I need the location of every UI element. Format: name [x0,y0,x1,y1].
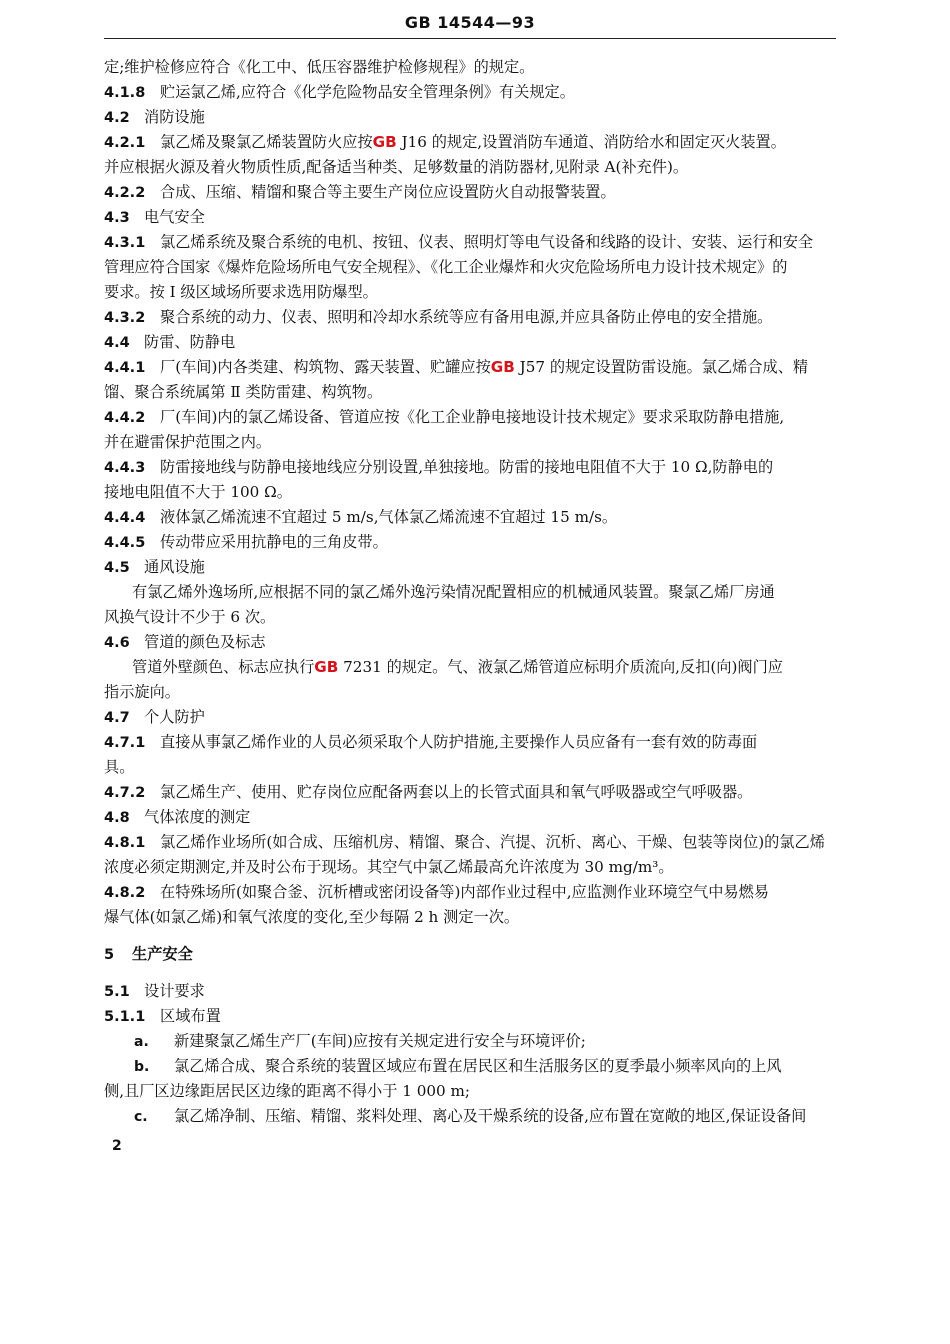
list-item-b: b. 氯乙烯合成、聚合系统的装置区域应布置在居民区和生活服务区的夏季最小频率风向的上风 [134,1057,782,1075]
clause-4-8-2: 4.8.2 在特殊场所(如聚合釜、沉析槽或密闭设备等)内部作业过程中,应监测作业环境空气中易燃易 [104,883,769,901]
spacer [104,967,836,979]
text-line: 风换气设计不少于 6 次。 [104,608,276,626]
section-4-4: 4.4 防雷、防静电 [104,333,236,351]
clause-4-3-2: 4.3.2 聚合系统的动力、仪表、照明和冷却水系统等应有备用电源,并应具备防止停电的安全措施。 [104,308,773,326]
document-body [104,55,836,1129]
text-line: 浓度必须定期测定,并及时公布于现场。其空气中氯乙烯最高允许浓度为 30 mg/m³。 [104,858,674,876]
clause-4-2-1: 4.2.1 氯乙烯及聚氯乙烯装置防火应按GB J16 的规定,设置消防车通道、消防给水和固定灭火装置。 [104,133,786,151]
section-4-5: 4.5 通风设施 [104,558,205,576]
clause-4-8-1: 4.8.1 氯乙烯作业场所(如合成、压缩机房、精馏、聚合、汽提、沉析、离心、干燥、包装等岗位)的氯乙烯 [104,833,825,851]
clause-4-4-4: 4.4.4 液体氯乙烯流速不宜超过 5 m/s,气体氯乙烯流速不宜超过 15 m/s。 [104,508,618,526]
text-line: 侧,且厂区边缘距居民区边缘的距离不得小于 1 000 m; [104,1082,471,1100]
gb-link[interactable]: GB [490,358,515,376]
text-line: 馏、聚合系统属第 Ⅱ 类防雷建、构筑物。 [104,383,383,401]
page-number: 2 [112,1138,122,1154]
section-5-1: 5.1 设计要求 [104,982,205,1000]
section-4-8: 4.8 气体浓度的测定 [104,808,251,826]
clause-4-4-1: 4.4.1 厂(车间)内各类建、构筑物、露天装置、贮罐应按GB J57 的规定设置防雷设施。氯乙烯合成、精 [104,358,809,376]
text-line: 管理应符合国家《爆炸危险场所电气安全规程》、《化工企业爆炸和火灾危险场所电力设计技术规定》的 [104,258,788,276]
text-line: 定;维护检修应符合《化工中、低压容器维护检修规程》的规定。 [104,58,535,76]
chapter-5-heading: 5 生产安全 [104,945,193,963]
clause-4-7-2: 4.7.2 氯乙烯生产、使用、贮存岗位应配备两套以上的长管式面具和氧气呼吸器或空气呼吸器。 [104,783,753,801]
page-header [104,10,836,39]
clause-4-4-2: 4.4.2 厂(车间)内的氯乙烯设备、管道应按《化工企业静电接地设计技术规定》要求采取防静电措施, [104,408,785,426]
text-line: 指示旋向。 [104,683,180,701]
text-line: 爆气体(如氯乙烯)和氧气浓度的变化,至少每隔 2 h 测定一次。 [104,908,520,926]
text-line: 接地电阻值不大于 100 Ω。 [104,483,292,501]
clause-4-7-1: 4.7.1 直接从事氯乙烯作业的人员必须采取个人防护措施,主要操作人员应备有一套有效的防毒面 [104,733,758,751]
spacer [104,930,836,942]
clause-4-1-8: 4.1.8 贮运氯乙烯,应符合《化学危险物品安全管理条例》有关规定。 [104,83,575,101]
text-line: 有氯乙烯外逸场所,应根据不同的氯乙烯外逸污染情况配置相应的机械通风装置。聚氯乙烯厂房通 [132,583,775,601]
list-item-c: c. 氯乙烯净制、压缩、精馏、浆料处理、离心及干燥系统的设备,应布置在宽敞的地区,保证设备间 [134,1107,807,1125]
text-line: 并在避雷保护范围之内。 [104,433,272,451]
gb-link[interactable]: GB [372,133,397,151]
text-line: 并应根据火源及着火物质性质,配备适当种类、足够数量的消防器材,见附录 A(补充件)。 [104,158,689,176]
list-item-a: a. 新建聚氯乙烯生产厂(车间)应按有关规定进行安全与环境评价; [134,1032,586,1050]
clause-4-4-5: 4.4.5 传动带应采用抗静电的三角皮带。 [104,533,388,551]
standard-number: GB 14544—93 [404,13,536,32]
clause-4-2-2: 4.2.2 合成、压缩、精馏和聚合等主要生产岗位应设置防火自动报警装置。 [104,183,616,201]
gb-link[interactable]: GB [314,658,339,676]
section-4-6: 4.6 管道的颜色及标志 [104,633,266,651]
clause-4-4-3: 4.4.3 防雷接地线与防静电接地线应分别设置,单独接地。防雷的接地电阻值不大于 10 Ω,防静电的 [104,458,774,476]
section-4-2: 4.2 消防设施 [104,108,205,126]
text-line: 要求。按 I 级区域场所要求选用防爆型。 [104,283,378,301]
text-line: 管道外壁颜色、标志应执行GB 7231 的规定。气、液氯乙烯管道应标明介质流向,反扣(向)阀门应 [132,658,783,676]
section-4-3: 4.3 电气安全 [104,208,205,226]
text-line: 具。 [104,758,135,776]
clause-4-3-1: 4.3.1 氯乙烯系统及聚合系统的电机、按钮、仪表、照明灯等电气设备和线路的设计、安装、运行和安全 [104,233,814,251]
clause-5-1-1: 5.1.1 区域布置 [104,1007,221,1025]
section-4-7: 4.7 个人防护 [104,708,205,726]
